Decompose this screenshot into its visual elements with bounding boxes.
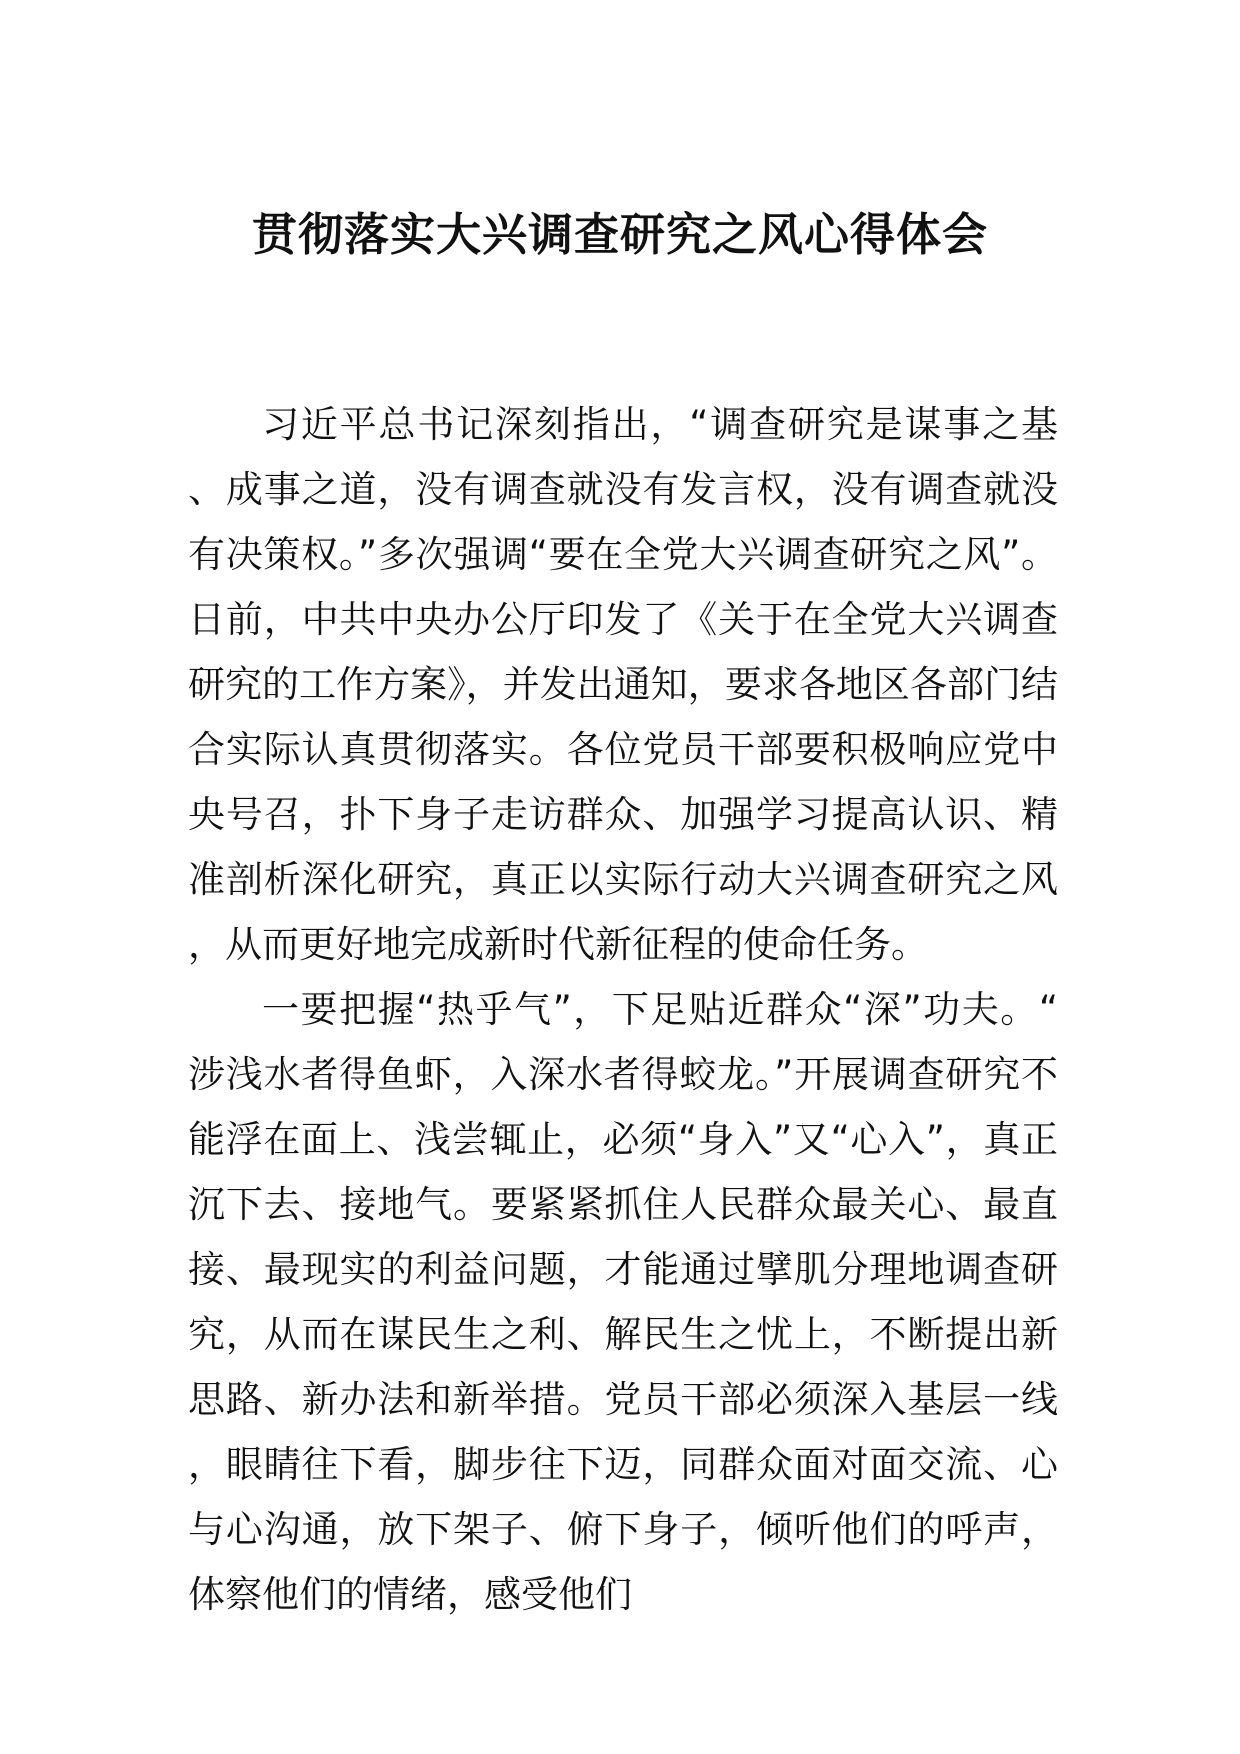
body-paragraph: 一要把握“热乎气”，下足贴近群众“深”功夫。“涉浅水者得鱼虾，入深水者得蛟龙。”开展调查研究不能浮在面上、浅尝辄止，必须“身入”又“心入”，真正沉下去、接地气。要紧紧抓住人民群众最关心、最直接、最现实的利益问题，才能通过擘肌分理地调查研究，从而在谋民生之利、解民生之忧上，不断提出新思路、新办法和新举措。党员干部必须深入基层一线，眼睛往下看，脚步往下迈，同群众面对面交流、心与心沟通，放下架子、俯下身子，倾听他们的呼声，体察他们的情绪，感受他们 — [188, 988, 1058, 1616]
document-title: 贯彻落实大兴调查研究之风心得体会 — [251, 208, 988, 261]
body-paragraph: 习近平总书记深刻指出，“调查研究是谋事之基、成事之道，没有调查就没有发言权，没有调查就没有决策权。”多次强调“要在全党大兴调查研究之风”。日前，中共中央办公厅印发了《关于在全党大兴调查研究的工作方案》，并发出通知，要求各地区各部门结合实际认真贯彻落实。各位党员干部要积极响应党中央号召，扑下身子走访群众、加强学习提高认识、精准剖析深化研究，真正以实际行动大兴调查研究之风，从而更好地完成新时代新征程的使命任务。 — [188, 403, 1058, 966]
document-body — [188, 392, 1058, 1627]
